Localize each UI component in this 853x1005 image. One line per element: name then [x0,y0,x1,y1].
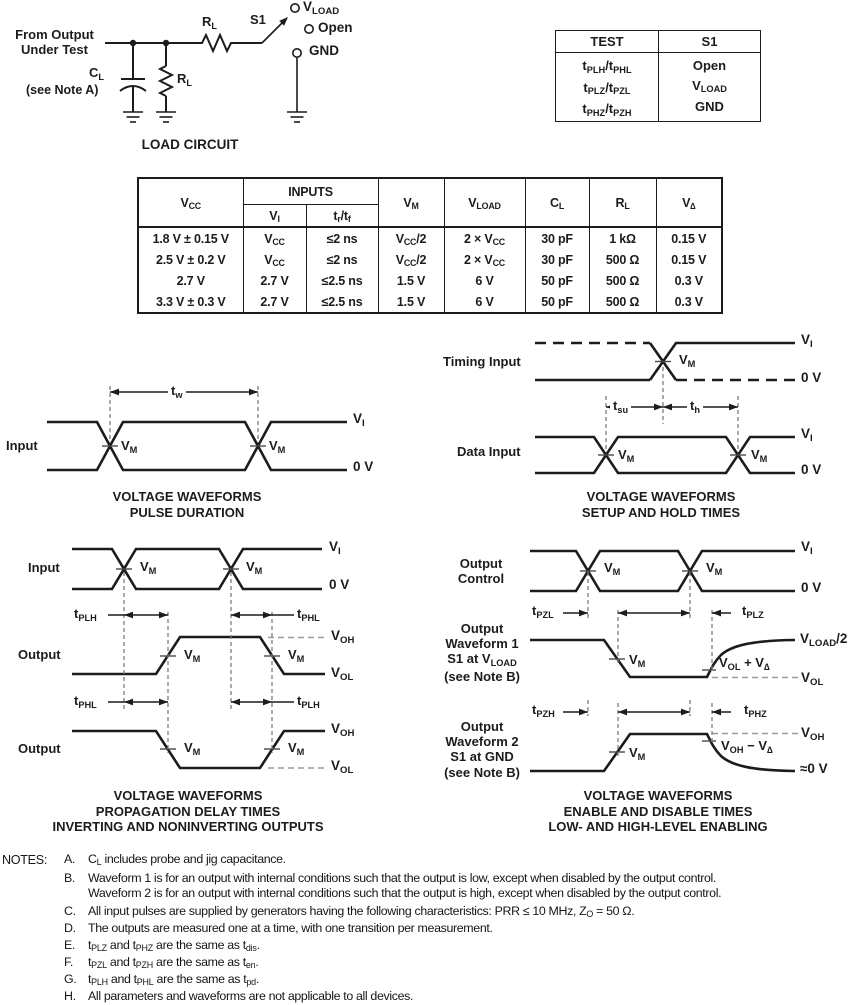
caption-line: PROPAGATION DELAY TIMES [95,803,281,819]
cell-trtf: ≤2 ns [306,249,378,270]
test-value: $t_{PLZ}/t_{PZL}$ [583,79,631,97]
arrowhead-icon [263,612,272,619]
arrowhead-icon [663,404,672,411]
cell-vdelta: 0.15 V [656,227,722,249]
gnd-level-label: 0 V [353,459,374,474]
arrowhead-icon [712,610,721,617]
ground-symbol-icon [287,112,307,122]
vol-level-label: $V_{OL}$ [331,665,354,683]
rl-shunt-label: $R_L$ [177,71,193,88]
s1-label: S1 [250,12,266,27]
cell-vcc: 2.7 V [176,273,205,288]
arrowhead-icon [618,610,627,617]
arrowhead-icon [124,612,133,619]
arrowhead-icon [124,699,133,706]
junction-dot [163,40,169,46]
note-text: Waveform 1 is for an output with internal conditions such that the output is low, except when disabled by the output control. [88,871,717,885]
vi-level-label: $V_I$ [329,539,341,557]
from-output-label [6,27,103,57]
vload-header: $V_{LOAD}$ [444,178,525,227]
cl-note-label: (see Note A) [26,83,99,97]
note-letter: B. [64,871,76,885]
note-letter: A. [64,852,76,866]
setup-hold-caption [561,489,761,520]
arrowhead-icon [681,610,690,617]
test-value: $t_{PHZ}/t_{PZH}$ [582,101,632,118]
data-input-label: Data Input [457,444,521,459]
tphz-label: $t_{PHZ}$ [744,702,767,719]
vm-label: $V_M$ [269,438,286,455]
shunt-resistor-icon [160,66,172,96]
label-line: Output [459,556,503,571]
output-control-label [441,556,521,586]
tpzl-label: $t_{PZL}$ [532,603,554,620]
enable-disable-caption [533,788,783,835]
from-output-line1: From Output [15,27,94,42]
tplz-label: $t_{PLZ}$ [742,603,764,620]
junction-dot [130,40,136,46]
vm-label: $V_M$ [184,647,201,664]
note-letter: F. [64,955,73,969]
voh-level-label: $V_{OH}$ [801,725,825,743]
vm-label: $V_M$ [618,447,635,464]
arrowhead-icon [579,709,588,716]
vm-label: $V_M$ [604,560,621,577]
note-letter: H. [64,989,76,1003]
timing-input-label: Timing Input [443,354,521,369]
pulse-input-label: Input [6,438,38,453]
arrowhead-icon [618,709,627,716]
ground-symbol-icon [156,112,176,122]
pulse-caption [87,489,287,520]
pd-input-trace [72,549,322,589]
gnd-terminal-label: GND [309,43,339,58]
test-value: $t_{PLH}/t_{PHL}$ [582,58,632,75]
vm-label: $V_M$ [629,652,646,669]
label-line: Output [460,621,504,636]
arrowhead-icon [681,709,690,716]
caption-line: SETUP AND HOLD TIMES [581,504,741,520]
output-waveform2-label [439,719,525,780]
terminal-open [305,25,313,33]
cell-trtf: ≤2.5 ns [306,270,378,291]
pd-output2-label: Output [18,741,61,756]
cell-vload: $2 \times V_{CC}$ [444,227,525,249]
label-line: (see Note B) [444,668,520,684]
arrowhead-icon [263,699,272,706]
arrowhead-icon [159,612,168,619]
arrowhead-icon [579,610,588,617]
cell-vdelta: 0.3 V [656,270,722,291]
cell-vload: 6 V [444,291,525,313]
notes-title: NOTES: [2,853,48,867]
param-header-row1 [138,178,722,205]
caption-line: VOLTAGE WAVEFORMS [583,788,733,803]
s1-value: $V_{LOAD}$ [692,77,727,95]
caption-line: LOW- AND HIGH-LEVEL ENABLING [548,819,768,834]
caption-line: ENABLE AND DISABLE TIMES [563,803,753,819]
cell-vi: 2.7 V [243,270,306,291]
rl-header: $R_L$ [589,178,656,227]
s1-column-values [659,53,761,122]
approx-zero-level-label: ≈0 V [800,761,828,776]
tplh-label: $t_{PLH}$ [74,606,97,623]
cell-cl: 50 pF [525,270,589,291]
cell-trtf: ≤2.5 ns [306,291,378,313]
vi-level-label: $V_I$ [801,539,813,557]
output-waveform1-label [439,621,525,684]
gnd-level-label: 0 V [801,580,822,595]
tw-label: $t_w$ [168,384,186,399]
cell-vi: 2.7 V [243,291,306,313]
note-text: All parameters and waveforms are not applicable to all devices. [88,989,414,1003]
param-row [138,291,722,313]
cell-vload: 6 V [444,270,525,291]
test-s1-table [555,30,761,122]
th-label: $t_h$ [687,399,703,414]
cell-rl: 500 Ω [589,249,656,270]
note-text: $t_{PLZ}$ and $t_{PHZ}$ are the same as $t_{dis}$. [88,938,260,954]
tphl-label: $t_{PHL}$ [297,606,320,623]
s1-header-cell: S1 [659,31,761,53]
cl-header: $C_L$ [525,178,589,227]
arrowhead-icon [654,404,663,411]
note-text: $t_{PZL}$ and $t_{PZH}$ are the same as $t_{en}$. [88,955,259,971]
output-control-trace [530,551,795,591]
vm-label: $V_M$ [288,647,305,664]
from-output-line2: Under Test [21,42,88,57]
vm-label: $V_M$ [751,447,768,464]
vcc-header: $V_{CC}$ [138,178,243,227]
arrowhead-icon [110,389,119,396]
tplh-label: $t_{PLH}$ [297,693,320,710]
ground-symbol-icon [123,112,143,122]
label-line: (see Note B) [444,764,520,780]
caption-line: INVERTING AND NONINVERTING OUTPUTS [52,819,324,834]
gnd-level-label: 0 V [801,370,822,385]
cell-vm: $V_{CC}/2$ [378,227,444,249]
rl-series-label: $R_L$ [202,14,218,31]
note-letter: E. [64,938,76,952]
vm-label: $V_M$ [629,745,646,762]
pulse-input-trace [47,422,347,470]
label-line: S1 at $V_{LOAD}$ [447,651,517,668]
param-row [138,270,722,291]
vm-label: $V_M$ [121,438,138,455]
cell-vload: $2 \times V_{CC}$ [444,249,525,270]
cell-vm: 1.5 V [378,270,444,291]
pulse-input-trace [47,422,347,470]
arrowhead-icon [159,699,168,706]
voh-level-label: $V_{OH}$ [331,721,355,739]
vm-label: $V_M$ [706,560,723,577]
cell-rl: 1 kΩ [589,227,656,249]
cell-vm: $V_{CC}/2$ [378,249,444,270]
cell-vcc: 1.8 V ± 0.15 V [152,231,229,246]
pd-output1-label: Output [18,647,61,662]
param-row [138,227,722,249]
series-resistor-icon [197,35,236,51]
arrowhead-icon [249,389,258,396]
cell-vdelta: 0.3 V [656,291,722,313]
note-text: $t_{PLH}$ and $t_{PHL}$ are the same as $t_{pd}$. [88,972,259,988]
label-line: Control [457,571,505,587]
tphl-label: $t_{PHL}$ [74,693,97,710]
voh-minus-vdelta-label: $V_{OH} - V_\Delta$ [721,738,773,755]
label-line: Output [460,719,504,734]
trtf-header: $t_r/t_f$ [306,205,378,228]
arrowhead-icon [231,612,240,619]
terminal-vload [291,4,299,12]
vi-level-label: $V_I$ [801,426,813,444]
note-text: $C_L$ includes probe and jig capacitance. [88,852,286,868]
load-circuit-caption: LOAD CIRCUIT [141,137,239,152]
s1-value: Open [692,58,727,73]
cell-rl: 500 Ω [589,270,656,291]
vload-half-level-label: $V_{LOAD}/2$ [800,631,848,649]
caption-line: PULSE DURATION [129,504,245,520]
label-line: S1 at GND [450,749,514,765]
caption-line: VOLTAGE WAVEFORMS [586,489,736,504]
cell-vdelta: 0.15 V [656,249,722,270]
open-terminal-label: Open [318,20,353,35]
vm-label: $V_M$ [288,740,305,757]
gnd-level-label: 0 V [329,577,350,592]
test-table-header-row [556,31,761,53]
vload-terminal-label: $V_{LOAD}$ [303,0,340,17]
cl-label: $C_L$ [89,65,105,82]
cell-vcc: 2.5 V ± 0.2 V [155,252,226,267]
note-text: All input pulses are supplied by generators having the following characteristics: PRR ≤ 10 MHz, $Z_O = 50$ Ω. [88,904,635,920]
output-control-trace [530,551,795,591]
note-text: The outputs are measured one at a time, with one transition per measurement. [88,921,493,935]
cell-cl: 30 pF [525,227,589,249]
vm-label: $V_M$ [246,559,263,576]
param-row [138,249,722,270]
cell-vi: $V_{CC}$ [243,249,306,270]
vm-header: $V_M$ [378,178,444,227]
voh-level-label: $V_{OH}$ [331,628,355,646]
vi-level-label: $V_I$ [353,411,365,429]
label-line: Waveform 1 [445,636,519,652]
note-letter: C. [64,904,76,918]
vol-level-label: $V_{OL}$ [801,670,824,688]
tpzh-label: $t_{PZH}$ [532,702,555,719]
note-letter: G. [64,972,77,986]
arrowhead-icon [729,404,738,411]
cell-vi: $V_{CC}$ [243,227,306,249]
s1-value: GND [695,99,724,114]
prop-delay-caption [38,788,338,835]
tsu-label: $t_{su}$ [610,399,631,414]
arrowhead-icon [231,699,240,706]
note-letter: D. [64,921,76,935]
vdelta-header: $V_\Delta$ [656,178,722,227]
pd-input-label: Input [28,560,60,575]
label-line: Waveform 2 [445,734,519,750]
vm-label: $V_M$ [140,559,157,576]
vi-header: $V_I$ [243,205,306,228]
test-header-cell: TEST [556,31,659,53]
arrowhead-icon [712,709,721,716]
note-text: Waveform 2 is for an output with internal conditions such that the output is high, except when disabled by the output control. [88,886,722,900]
inputs-group-header: INPUTS [243,178,378,205]
gnd-level-label: 0 V [801,462,822,477]
vm-label: $V_M$ [679,352,696,369]
caption-line: VOLTAGE WAVEFORMS [112,489,262,504]
cell-rl: 500 Ω [589,291,656,313]
pd-input-trace [72,549,322,589]
test-column-values [556,53,659,122]
test-conditions-table [137,177,723,314]
vm-label: $V_M$ [184,740,201,757]
test-table-body-row [556,53,761,122]
cell-cl: 50 pF [525,291,589,313]
vol-level-label: $V_{OL}$ [331,758,354,776]
vi-level-label: $V_I$ [801,332,813,350]
vol-plus-vdelta-label: $V_{OL} + V_\Delta$ [719,655,770,672]
cell-trtf: ≤2 ns [306,227,378,249]
cell-vcc: 3.3 V ± 0.3 V [155,294,226,309]
caption-line: VOLTAGE WAVEFORMS [113,788,263,803]
cell-vm: 1.5 V [378,291,444,313]
terminal-gnd [293,49,301,57]
cell-cl: 30 pF [525,249,589,270]
